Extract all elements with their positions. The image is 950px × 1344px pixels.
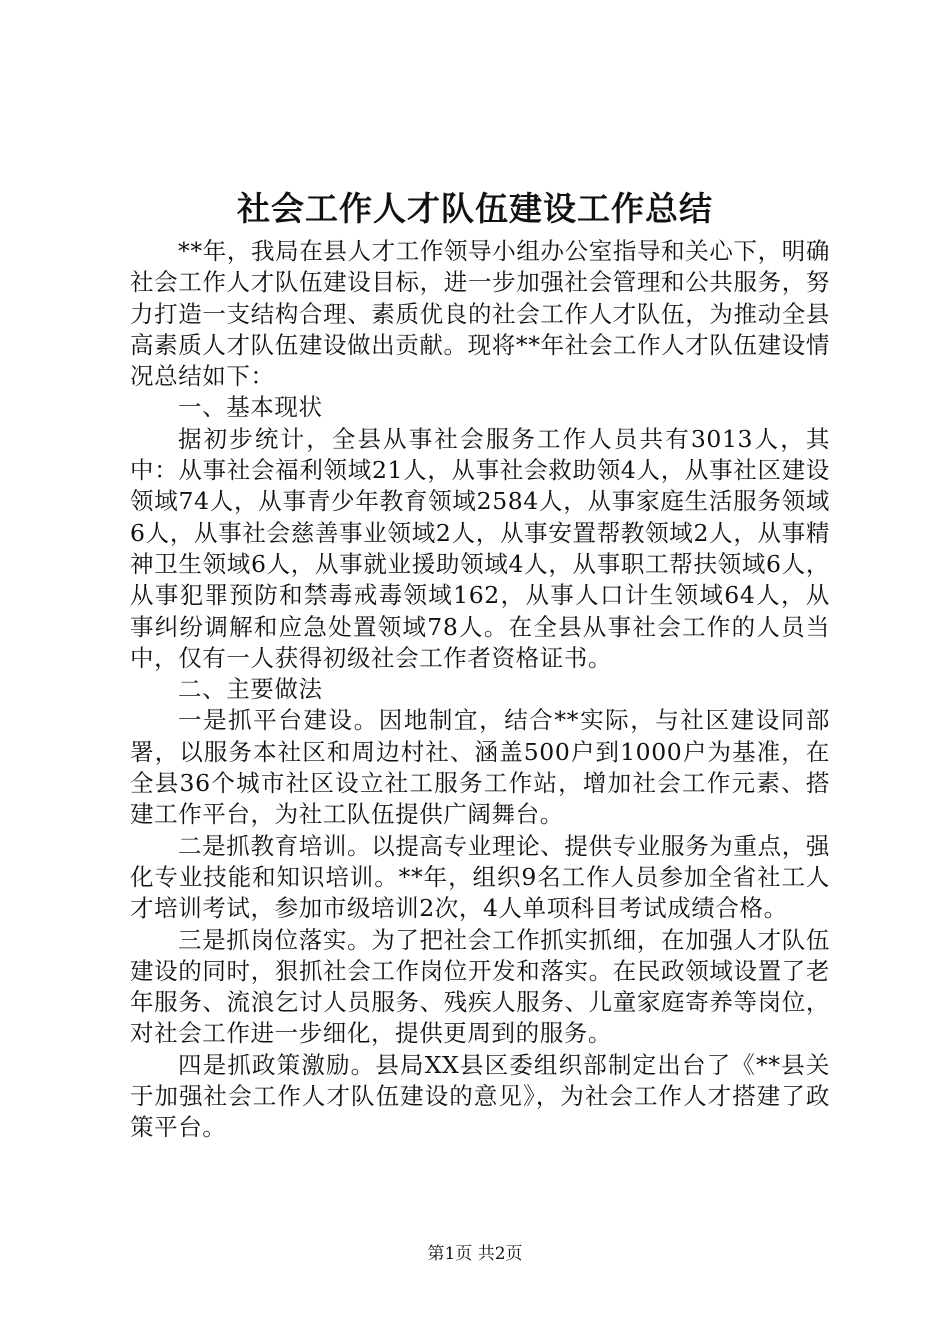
page-title: 社会工作人才队伍建设工作总结	[237, 189, 713, 228]
statistics-paragraph: 据初步统计，全县从事社会服务工作人员共有3013人，其中：从事社会福利领域21人，从事社会救助领4人，从事社区建设领域74人，从事青少年教育领域2584人，从事家庭生活服务领域6人，从事社会慈善事业领域2人，从事安置帮教领域2人，从事精神卫生领域6人，从事就业援助领域4人，从事职工帮扶领域6人，从事犯罪预防和禁毒戒毒领域162，从事人口计生领域64人，从事纠纷调解和应急处置领域78人。在全县从事社会工作的人员当中，仅有一人获得初级社会工作者资格证书。	[130, 424, 830, 672]
intro-paragraph: **年，我局在县人才工作领导小组办公室指导和关心下，明确社会工作人才队伍建设目标，进一步加强社会管理和公共服务，努力打造一支结构合理、素质优良的社会工作人才队伍，为推动全县高素质人才队伍建设做出贡献。现将**年社会工作人才队伍建设情况总结如下：	[130, 237, 830, 391]
page-footer: 第1页 共2页	[427, 1244, 523, 1264]
section-heading-main-practices: 二、主要做法	[178, 675, 323, 704]
platform-paragraph: 一是抓平台建设。因地制宜，结合**实际，与社区建设同部署，以服务本社区和周边村社、涵盖500户到1000户为基准，在全县36个城市社区设立社工服务工作站，增加社会工作元素、搭建工作平台，为社工队伍提供广阔舞台。	[130, 706, 830, 829]
policy-paragraph: 四是抓政策激励。县局XX县区委组织部制定出台了《**县关于加强社会工作人才队伍建设的意见》，为社会工作人才搭建了政策平台。	[130, 1050, 830, 1142]
section-heading-basic-status: 一、基本现状	[178, 393, 323, 422]
document-body	[130, 236, 830, 1144]
position-paragraph: 三是抓岗位落实。为了把社会工作抓实抓细，在加强人才队伍建设的同时，狠抓社会工作岗位开发和落实。在民政领域设置了老年服务、流浪乞讨人员服务、残疾人服务、儿童家庭寄养等岗位，对社会工作进一步细化，提供更周到的服务。	[130, 925, 830, 1048]
training-paragraph: 二是抓教育培训。以提高专业理论、提供专业服务为重点，强化专业技能和知识培训。**年，组织9名工作人员参加全省社工人才培训考试，参加市级培训2次，4人单项科目考试成绩合格。	[130, 831, 830, 923]
